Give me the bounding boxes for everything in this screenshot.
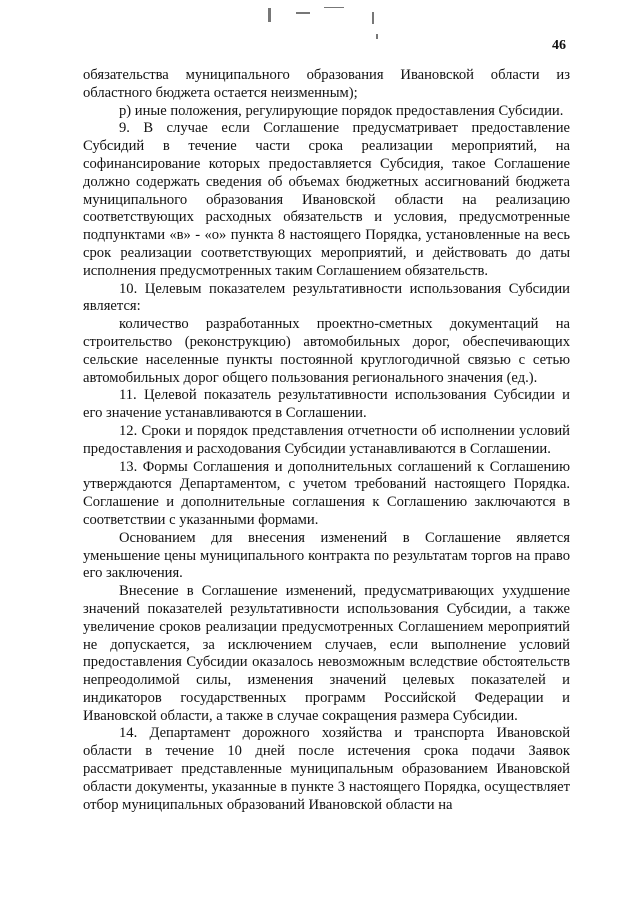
document-body	[83, 67, 570, 814]
paragraph-subitem-r: р) иные положения, регулирующие порядок предоставления Субсидии.	[119, 102, 564, 119]
paragraph-13-basis: Основанием для внесения изменений в Соглашение является уменьшение цены муниципального контракта по результатам торгов на право его заключения.	[83, 529, 570, 582]
paragraph-14: 14. Департамент дорожного хозяйства и транспорта Ивановской области в течение 10 дней после истечения срока подачи Заявок рассматривает представленные муниципальным образованием Ивановской области документы, указанные в пункте 3 настоящего Порядка, осуществляет отбор муниципальных образований Ивановской области на	[83, 725, 570, 813]
paragraph-13: 13. Формы Соглашения и дополнительных соглашений к Соглашению утверждаются Департаментом, с учетом требований настоящего Порядка. Соглашение и дополнительные соглашения к Соглашению заключаются в соответствии с указанными формами.	[83, 458, 570, 528]
paragraph-10-detail: количество разработанных проектно-сметных документаций на строительство (реконструкцию) автомобильных дорог, обеспечивающих сельские населенные пункты постоянной круглогодичной связью с сетью автомобильных дорог общего пользования регионального значения (ед.).	[83, 316, 570, 386]
paragraph-10: 10. Целевым показателем результативности использования Субсидии является:	[83, 280, 570, 315]
paragraph-9: 9. В случае если Соглашение предусматривает предоставление Субсидий в течение части срока реализации мероприятий, на софинансирование которых предоставляется Субсидия, такое Соглашение должно содержать сведения об объемах бюджетных ассигнований бюджета муниципального образования Ивановской области на реализацию соответствующих расходных обязательств и условия, предусмотренные подпунктами «в» - «о» пункта 8 настоящего Порядка, установленные на весь срок реализации соответствующих мероприятий, и действовать до даты исполнения предусмотренных таким Соглашением обязательств.	[83, 120, 570, 279]
paragraph-13-restrictions: Внесение в Соглашение изменений, предусматривающих ухудшение значений показателей результативности использования Субсидии, а также увеличение сроков реализации предусмотренных Соглашением мероприятий не допускается, за исключением случаев, если выполнение условий предоставления Субсидии оказалось невозможным вследствие обстоятельств непреодолимой силы, изменения значений целевых показателей и индикаторов государственных программ Российской Федерации и Ивановской области, а также в случае сокращения размера Субсидии.	[83, 583, 570, 724]
paragraph-12: 12. Сроки и порядок представления отчетности об исполнении условий предоставления и расходования Субсидии устанавливаются в Соглашении.	[83, 422, 570, 457]
paragraph-continuation: обязательства муниципального образования Ивановской области из областного бюджета остается неизменным);	[83, 67, 570, 101]
paragraph-11: 11. Целевой показатель результативности использования Субсидии и его значение устанавливаются в Соглашении.	[83, 387, 570, 422]
page-number: 46	[552, 38, 566, 53]
